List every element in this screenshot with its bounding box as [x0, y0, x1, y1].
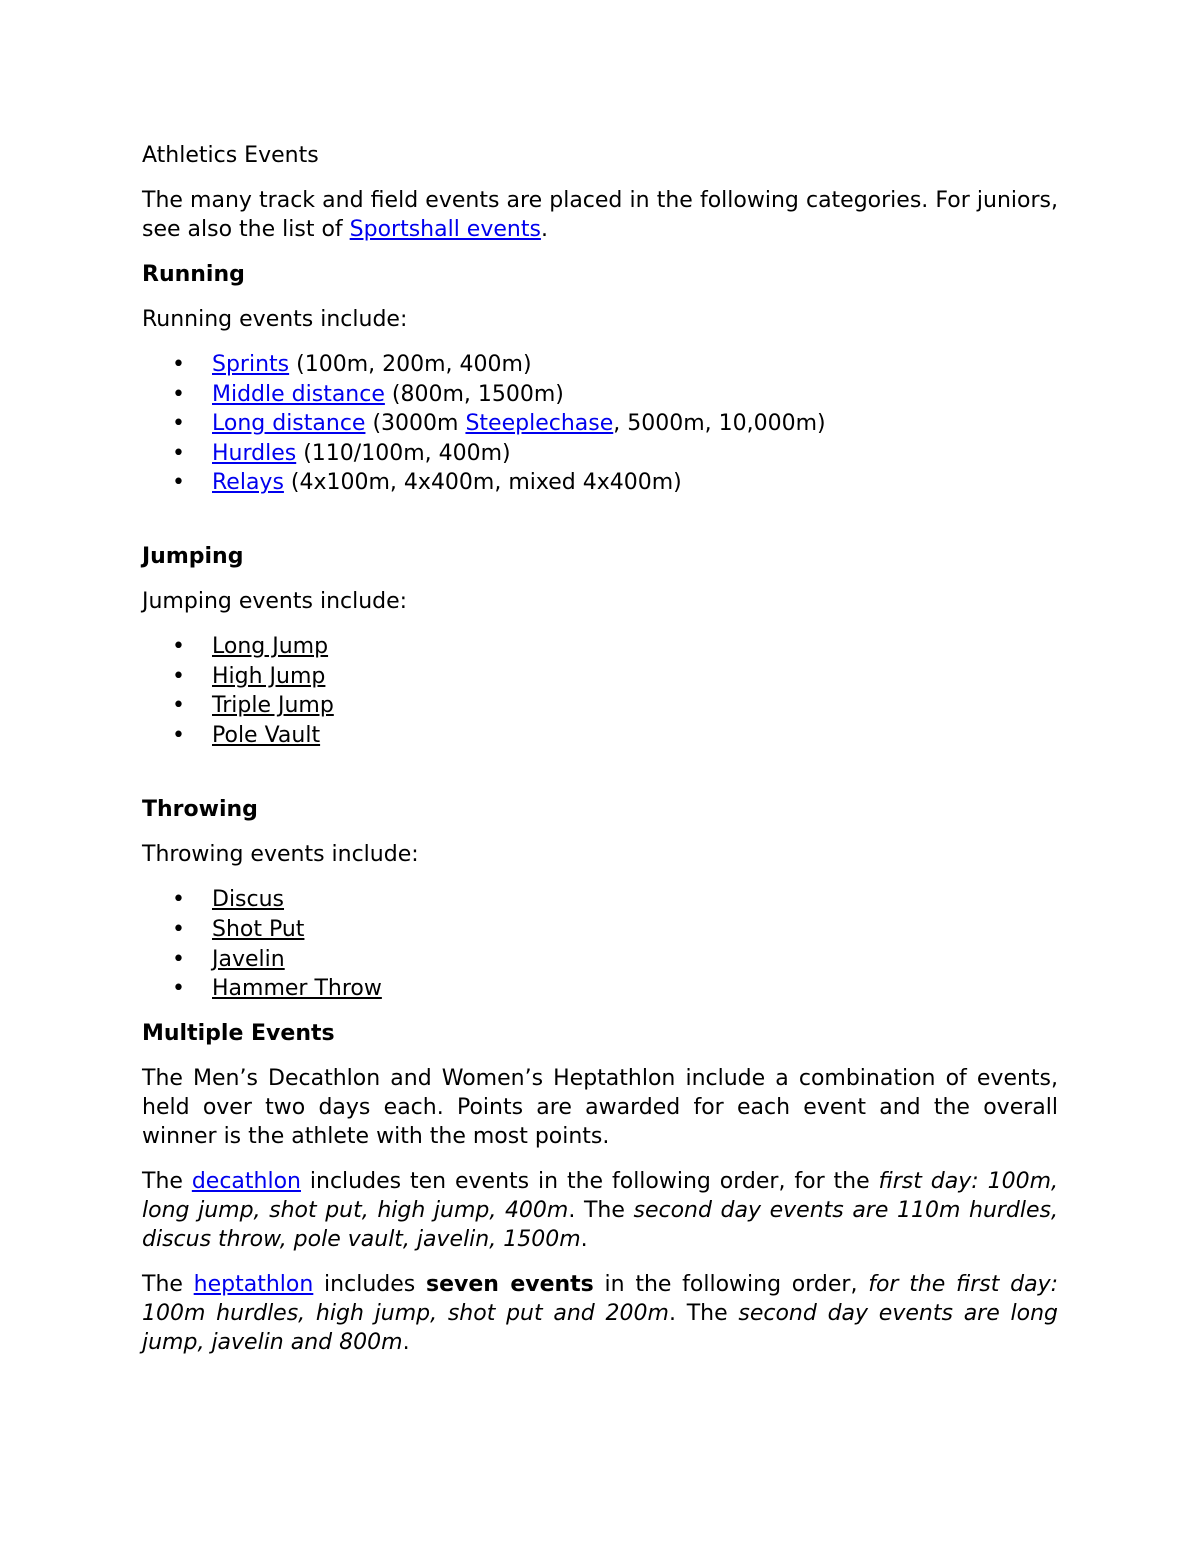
text-span: The: [142, 1168, 192, 1194]
jumping-heading: Jumping: [142, 543, 244, 569]
multiple-events-heading: Multiple Events: [142, 1020, 335, 1046]
document-title: Athletics Events: [142, 143, 319, 168]
list-item: [142, 885, 1058, 915]
list-item-detail: (4x100m, 4x400m, mixed 4x400m): [283, 470, 682, 496]
multiple-events-paragraph: The Men’s Decathlon and Women’s Heptathlon include a combination of events, held over two days each. Points are awarded for each event and the overall winner is the athlete with the most points.: [142, 1065, 1058, 1149]
text-span: includes ten events in the following order, for the: [301, 1168, 879, 1194]
list-item-detail: (3000m: [365, 411, 466, 437]
decathlon-paragraph: [142, 1167, 1058, 1254]
list-item: [142, 632, 1058, 662]
text-span: . The: [668, 1300, 739, 1326]
list-item: [142, 974, 1058, 1004]
shot-put-link[interactable]: Shot Put: [212, 916, 305, 942]
text-span: in the following order,: [593, 1271, 869, 1297]
list-item-detail: (100m, 200m, 400m): [289, 352, 532, 377]
middle-distance-link[interactable]: Middle distance: [212, 381, 385, 407]
list-item: [142, 721, 1058, 751]
second-day-events: second day events are 110m hurdles, discus throw, pole vault, javelin, 1500m: [142, 1197, 1059, 1252]
text-span: includes: [313, 1271, 426, 1297]
long-jump-link[interactable]: Long Jump: [212, 633, 329, 659]
sprints-link[interactable]: Sprints: [212, 352, 290, 377]
spacer: [142, 1004, 1058, 1019]
text-span: The: [142, 1271, 194, 1297]
text-span: .: [580, 1226, 588, 1252]
second-day-events: second day events are long jump, javelin and 800m: [142, 1300, 1058, 1355]
discus-link[interactable]: Discus: [212, 887, 285, 913]
jumping-lead: Jumping events include:: [142, 588, 408, 614]
list-item: [142, 439, 1058, 469]
seven-events-bold: seven events: [425, 1271, 594, 1297]
list-item: [142, 350, 1058, 380]
list-item: [142, 409, 1058, 439]
heptathlon-paragraph: [142, 1270, 1058, 1357]
steeplechase-link[interactable]: Steeplechase: [465, 411, 614, 437]
sportshall-events-link[interactable]: Sportshall events: [349, 217, 541, 242]
running-list: [142, 350, 1058, 498]
intro-end: .: [540, 217, 548, 242]
triple-jump-link[interactable]: Triple Jump: [212, 693, 334, 719]
spacer: [142, 498, 1058, 542]
document-body: [142, 141, 1058, 1373]
hammer-throw-link[interactable]: Hammer Throw: [212, 976, 382, 1002]
running-lead: Running events include:: [142, 307, 408, 332]
throwing-list: [142, 885, 1058, 1003]
throwing-lead: Throwing events include:: [142, 842, 419, 868]
jumping-list: [142, 632, 1058, 750]
relays-link[interactable]: Relays: [212, 470, 284, 496]
decathlon-link[interactable]: decathlon: [191, 1168, 301, 1194]
intro-text: The many track and field events are placed in the following categories. For juniors, see also the list of: [142, 188, 1058, 242]
list-item-detail: (110/100m, 400m): [296, 440, 511, 466]
javelin-link[interactable]: Javelin: [212, 946, 285, 972]
list-item: [142, 468, 1058, 498]
list-item: [142, 380, 1058, 410]
high-jump-link[interactable]: High Jump: [212, 663, 326, 689]
hurdles-link[interactable]: Hurdles: [212, 440, 297, 466]
throwing-heading: Throwing: [142, 797, 258, 823]
first-day-events: first day: 100m, long jump, shot put, high jump, 400m: [142, 1168, 1058, 1223]
long-distance-link[interactable]: Long distance: [212, 411, 366, 437]
text-span: .: [402, 1329, 410, 1355]
text-span: . The: [568, 1197, 634, 1223]
list-item: [142, 691, 1058, 721]
pole-vault-link[interactable]: Pole Vault: [212, 722, 321, 748]
spacer: [142, 750, 1058, 795]
list-item-detail: , 5000m, 10,000m): [613, 411, 826, 437]
running-heading: Running: [142, 262, 245, 287]
first-day-events: for the first day: 100m hurdles, high jump, shot put and 200m: [142, 1271, 1059, 1326]
list-item-detail: (800m, 1500m): [384, 381, 564, 407]
heptathlon-link[interactable]: heptathlon: [193, 1271, 314, 1297]
list-item: [142, 662, 1058, 692]
list-item: [142, 915, 1058, 945]
intro-paragraph: [142, 186, 1058, 244]
list-item: [142, 945, 1058, 975]
